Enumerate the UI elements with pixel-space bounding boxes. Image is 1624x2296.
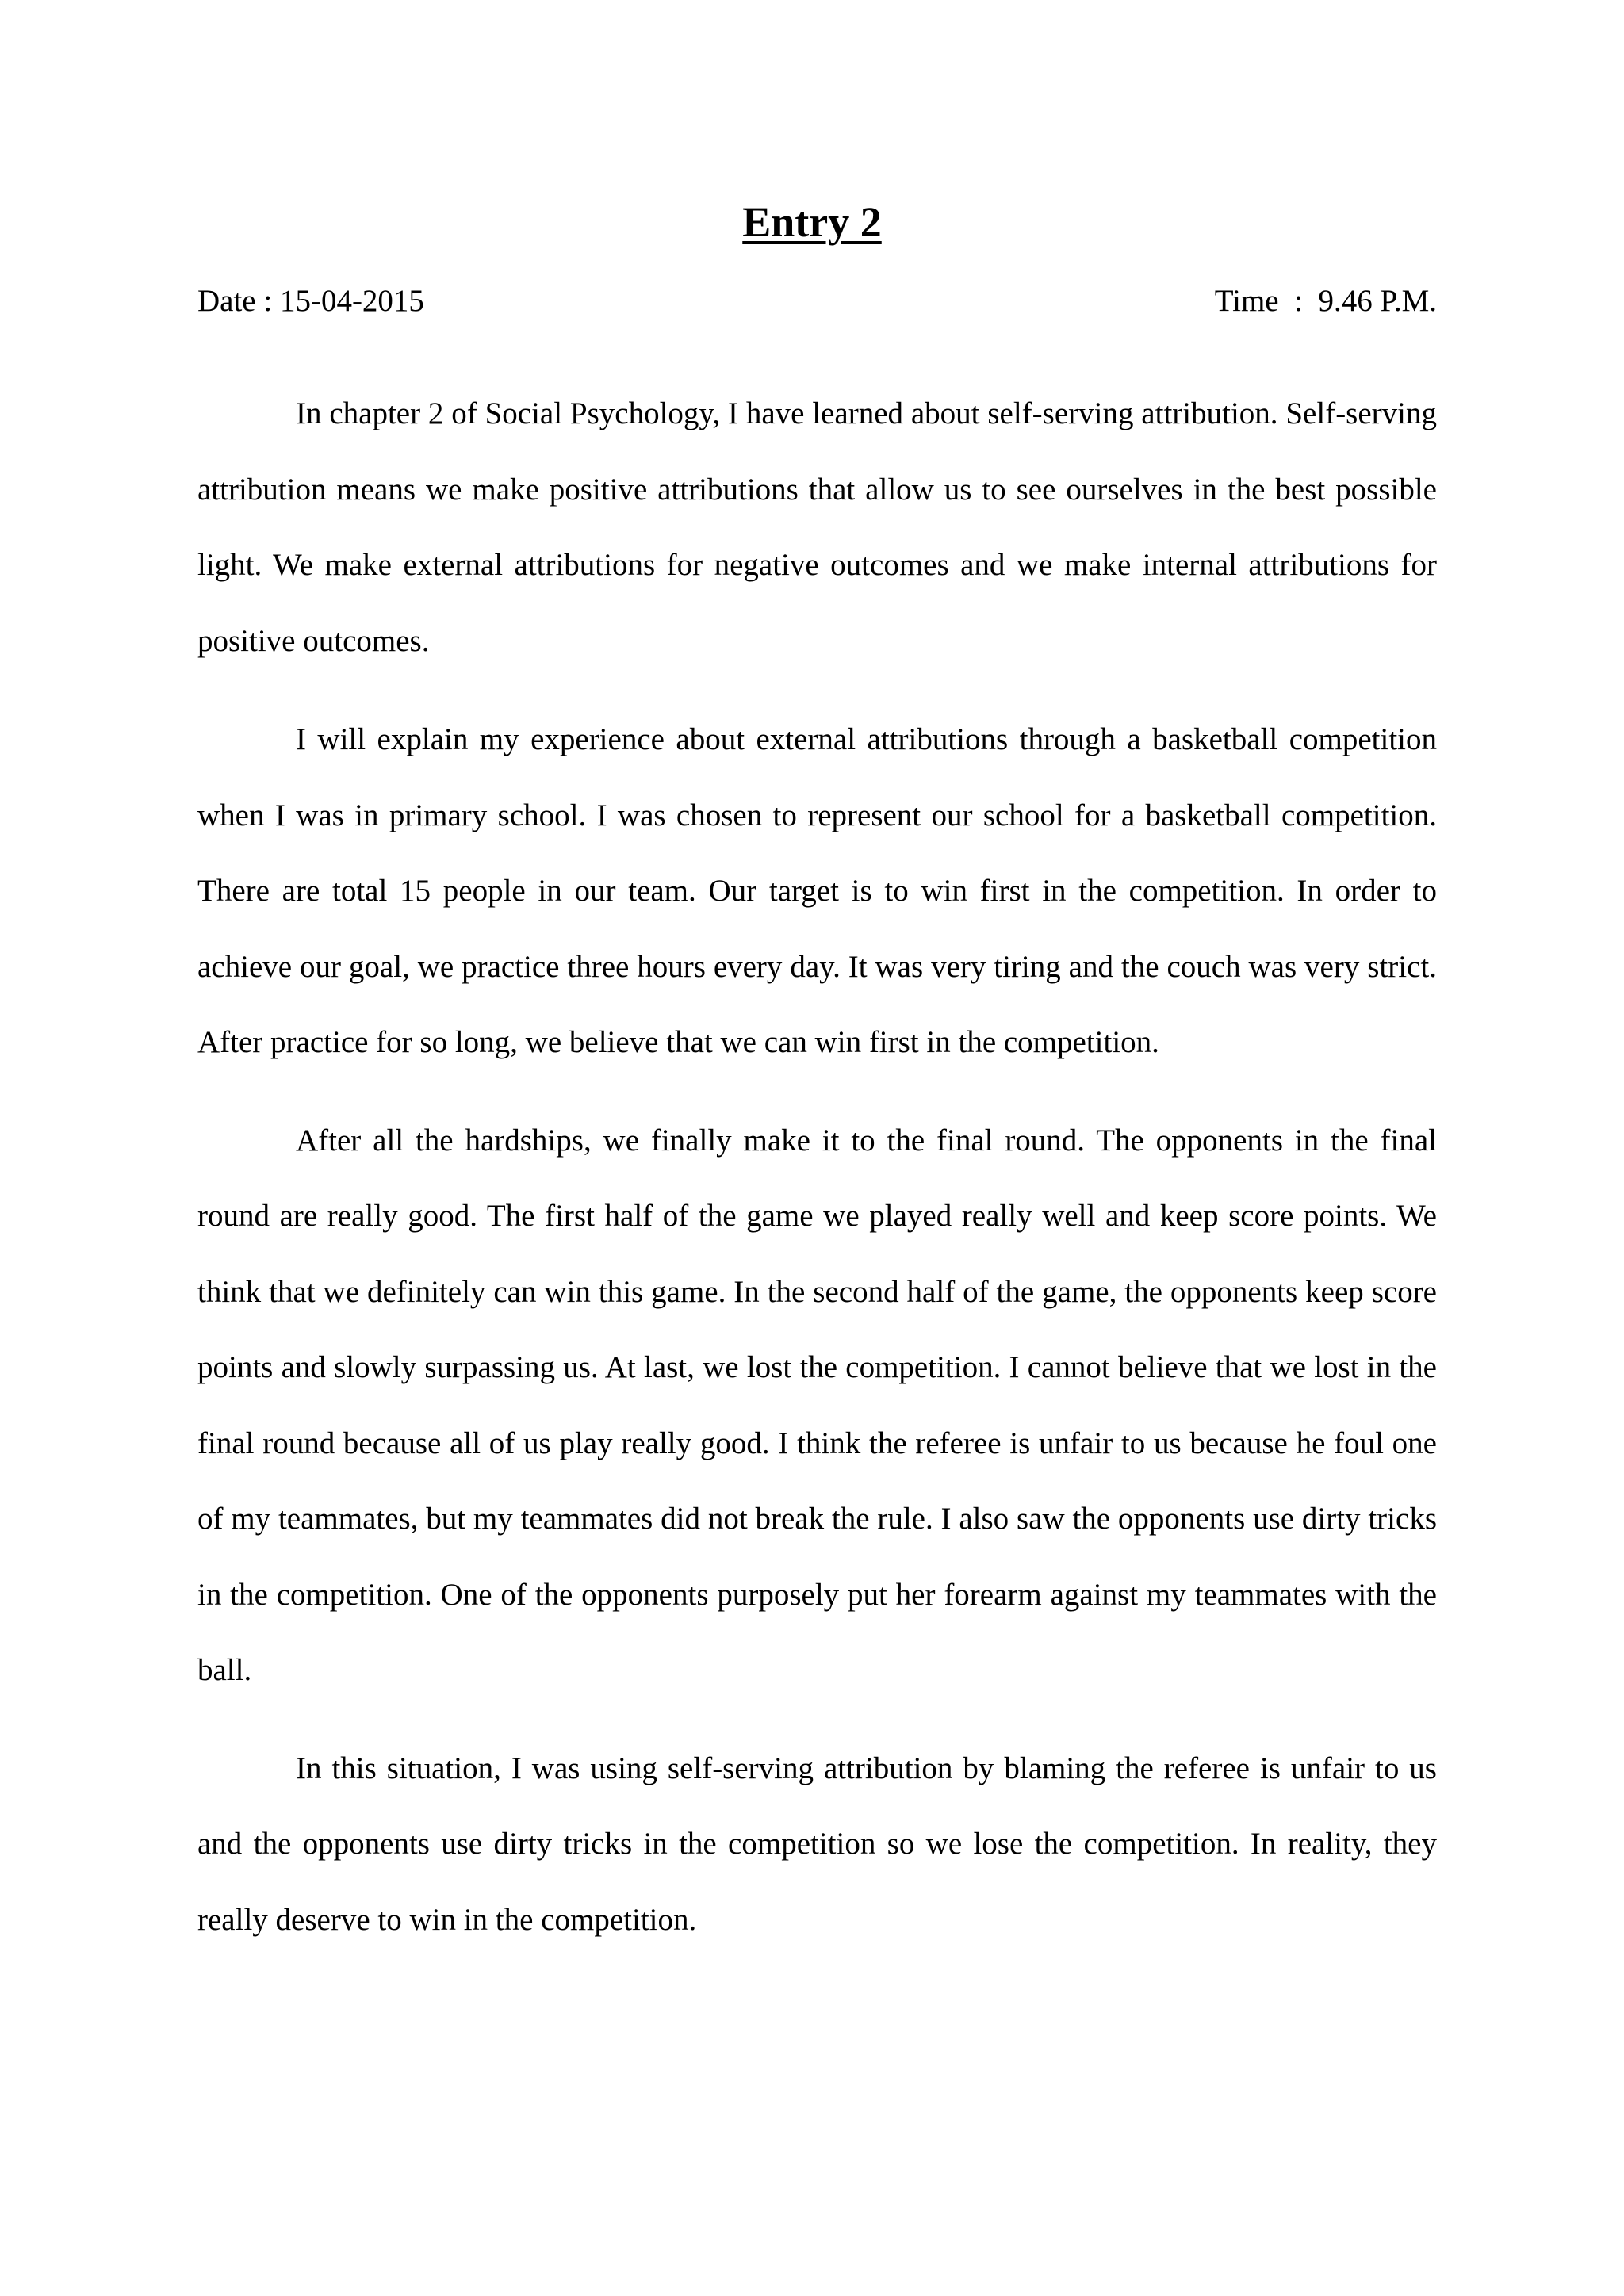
- entry-time: Time : 9.46 P.M.: [1214, 284, 1437, 318]
- paragraph-2: I will explain my experience about external attributions through a basketball competition when I was in primary school. I was chosen to represent our school for a basketball competition. There are total 15 people in our team. Our target is to win first in the competition. In order to achieve our goal, we practice three hours every day. It was very tiring and the couch was very strict. After practice for so long, we believe that we can win first in the competition.: [197, 722, 1437, 1059]
- paragraph-4: In this situation, I was using self-serving attribution by blaming the referee is unfair to us and the opponents use dirty tricks in the competition so we lose the competition. In reality, they really deserve to win in the competition.: [197, 1751, 1437, 1937]
- paragraph-3: After all the hardships, we finally make it to the final round. The opponents in the final round are really good. The first half of the game we played really well and keep score points. We think that we definitely can win this game. In the second half of the game, the opponents keep score points and slowly surpassing us. At last, we lost the competition. I cannot believe that we lost in the final round because all of us play really good. I think the referee is unfair to us because he foul one of my teammates, but my teammates did not break the rule. I also saw the opponents use dirty tricks in the competition. One of the opponents purposely put her forearm against my teammates with the ball.: [197, 1123, 1437, 1687]
- entry-date: Date : 15-04-2015: [197, 284, 424, 318]
- entry-body: [197, 376, 1437, 1957]
- paragraph-1: In chapter 2 of Social Psychology, I have learned about self-serving attribution. Self-serving attribution means we make positive attributions that allow us to see ourselves in the best possible light. We make external attributions for negative outcomes and we make internal attributions for positive outcomes.: [197, 396, 1437, 658]
- entry-meta: [197, 277, 1437, 325]
- entry-title: Entry 2: [742, 198, 882, 246]
